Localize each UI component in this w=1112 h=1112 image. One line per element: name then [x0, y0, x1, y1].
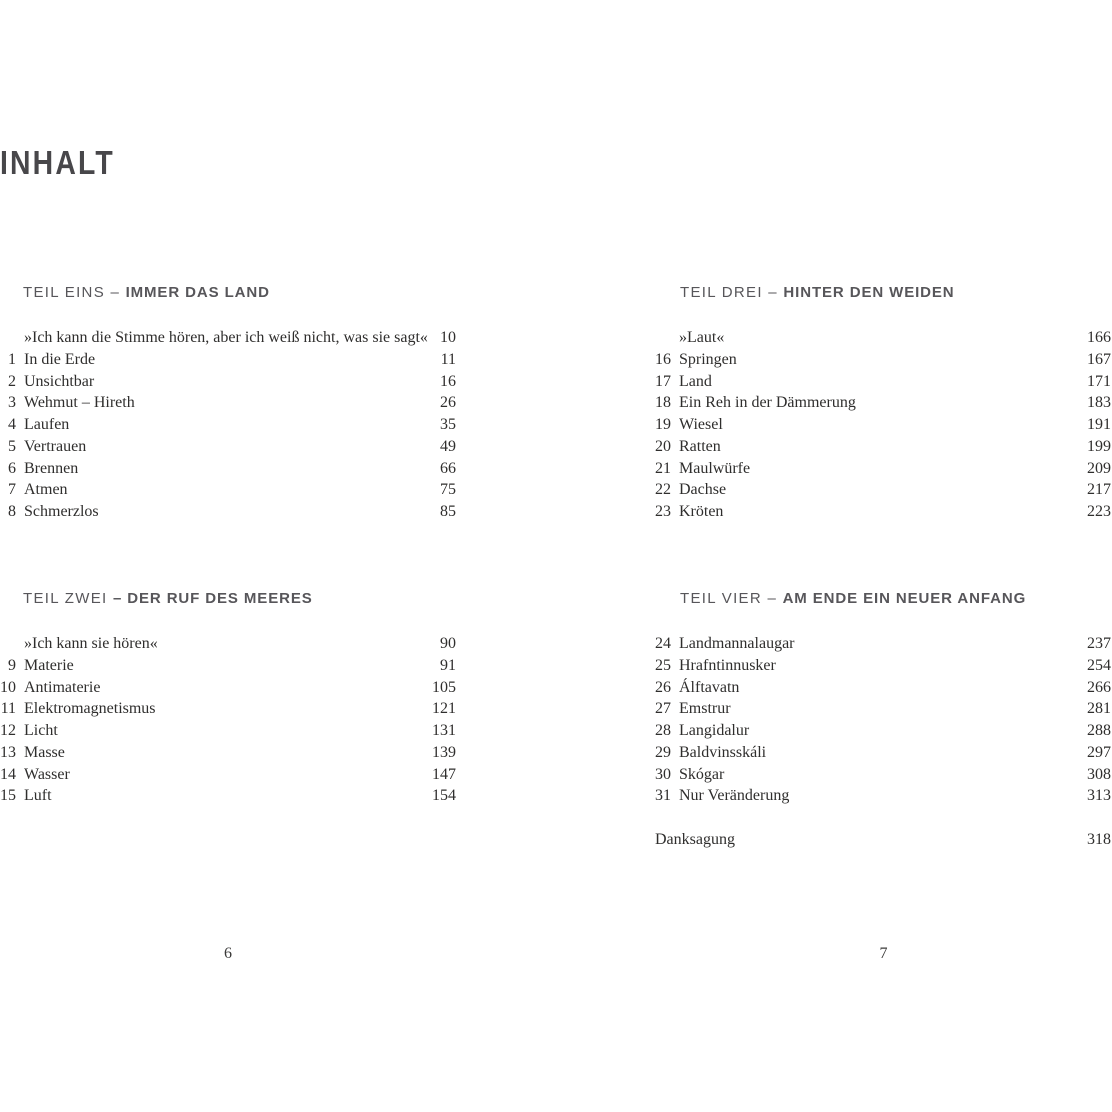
chapter-title — [671, 436, 1081, 458]
part-heading — [23, 284, 270, 302]
chapter-number: 6 — [8, 459, 16, 477]
chapter-number: 23 — [655, 503, 671, 520]
toc-entry-list — [655, 633, 1112, 851]
toc-entry — [655, 371, 1112, 393]
chapter-number: 14 — [0, 765, 16, 783]
chapter-title — [671, 414, 1081, 436]
toc-entry — [655, 436, 1112, 458]
chapter-number: 31 — [655, 787, 671, 805]
chapter-title — [671, 633, 1081, 655]
chapter-number: 9 — [8, 656, 16, 674]
toc-entry — [0, 414, 456, 436]
chapter-page-number: 199 — [1087, 437, 1111, 455]
chapter-page-number: 209 — [1087, 459, 1111, 477]
toc-entry — [0, 349, 456, 371]
chapter-number: 11 — [0, 700, 16, 718]
toc-entry — [655, 764, 1112, 786]
part-heading-bold: AM ENDE EIN NEUER ANFANG — [782, 590, 1027, 607]
part-heading-prefix: TEIL ZWEI — [23, 590, 113, 607]
chapter-page-number: 297 — [1087, 743, 1111, 761]
chapter-title — [671, 742, 1081, 764]
toc-entry — [655, 742, 1112, 764]
chapter-title-text: Álftavatn — [679, 678, 740, 696]
chapter-title-text: »Ich kann die Stimme hören, aber ich weiß nicht, was sie sagt« — [24, 329, 428, 346]
toc-entry — [0, 633, 456, 655]
toc-entry — [0, 720, 456, 742]
chapter-number: 12 — [0, 722, 16, 739]
chapter-title — [671, 785, 1081, 807]
toc-entry — [655, 698, 1112, 720]
chapter-title — [16, 698, 426, 720]
toc-entry — [0, 698, 456, 720]
toc-entry — [0, 655, 456, 677]
chapter-page-number: 183 — [1087, 394, 1111, 412]
chapter-page-number: 91 — [440, 656, 456, 674]
chapter-page-number: 85 — [440, 503, 456, 520]
toc-entry — [655, 677, 1112, 699]
chapter-title-text: »Laut« — [679, 329, 725, 346]
chapter-title-text: Brennen — [24, 459, 79, 477]
chapter-page-number: 318 — [1087, 830, 1111, 848]
chapter-number: 22 — [655, 481, 671, 499]
chapter-title — [16, 479, 434, 501]
chapter-page-number: 75 — [440, 481, 456, 499]
chapter-title — [16, 655, 434, 677]
chapter-page-number: 223 — [1087, 503, 1111, 520]
chapter-number: 16 — [655, 350, 671, 368]
part-heading — [680, 590, 1026, 608]
chapter-title-text: Emstrur — [679, 700, 731, 718]
part-heading-bold: – DER RUF DES MEERES — [112, 590, 313, 607]
chapter-number: 28 — [655, 722, 671, 739]
chapter-title — [655, 829, 1081, 851]
chapter-title-text: Licht — [24, 722, 58, 739]
chapter-page-number: 281 — [1087, 700, 1111, 718]
chapter-number: 17 — [655, 372, 671, 390]
chapter-page-number: 105 — [432, 678, 456, 696]
chapter-page-number: 35 — [440, 416, 456, 433]
chapter-title — [16, 764, 426, 786]
chapter-title-text: Laufen — [24, 416, 70, 433]
chapter-page-number: 254 — [1087, 656, 1111, 674]
page-title: INHALT — [0, 144, 115, 181]
chapter-title-text: Wasser — [24, 765, 70, 783]
chapter-number: 7 — [8, 481, 16, 499]
chapter-title-text: Land — [679, 372, 712, 390]
chapter-number: 30 — [655, 765, 671, 783]
chapter-title-text: Antimaterie — [24, 678, 101, 696]
chapter-page-number: 131 — [432, 722, 456, 739]
folio-left: 6 — [224, 945, 232, 962]
toc-entry — [0, 436, 456, 458]
chapter-page-number: 288 — [1087, 722, 1111, 739]
chapter-title — [671, 698, 1081, 720]
chapter-title-text: Nur Veränderung — [679, 787, 790, 805]
toc-entry — [0, 392, 456, 414]
toc-entry-list — [0, 633, 456, 807]
chapter-number: 8 — [8, 503, 16, 520]
toc-entry — [655, 392, 1112, 414]
chapter-number: 2 — [8, 372, 16, 390]
chapter-page-number: 16 — [440, 372, 456, 390]
chapter-title — [16, 633, 434, 655]
chapter-page-number: 266 — [1087, 678, 1111, 696]
chapter-page-number: 154 — [432, 787, 456, 805]
chapter-number: 26 — [655, 678, 671, 696]
toc-entry — [0, 501, 456, 523]
chapter-title-text: Wiesel — [679, 416, 723, 433]
toc-entry — [0, 371, 456, 393]
folio-right: 7 — [879, 945, 888, 962]
chapter-title-text: Materie — [24, 656, 74, 674]
chapter-page-number: 10 — [440, 329, 456, 346]
chapter-title — [671, 479, 1081, 501]
toc-entry — [0, 479, 456, 501]
chapter-title — [16, 720, 426, 742]
chapter-page-number: 313 — [1087, 787, 1111, 805]
chapter-title — [16, 414, 434, 436]
toc-entry — [655, 655, 1112, 677]
chapter-page-number: 147 — [432, 765, 456, 783]
chapter-title — [16, 501, 434, 523]
chapter-title — [671, 764, 1081, 786]
chapter-number: 13 — [0, 743, 16, 761]
toc-entry — [655, 785, 1112, 807]
toc-entry — [655, 501, 1112, 523]
part-heading — [680, 284, 955, 302]
chapter-number: 19 — [655, 416, 671, 433]
chapter-title-text: Skógar — [679, 765, 725, 783]
toc-column-right — [655, 0, 1112, 1112]
chapter-page-number: 49 — [440, 437, 456, 455]
chapter-number: 1 — [8, 350, 16, 368]
toc-column-left — [0, 0, 456, 1112]
toc-entry — [655, 479, 1112, 501]
toc-entry — [655, 633, 1112, 655]
chapter-number: 20 — [655, 437, 671, 455]
chapter-page-number: 121 — [432, 700, 456, 718]
part-heading-bold: HINTER DEN WEIDEN — [783, 284, 955, 301]
chapter-number: 24 — [655, 635, 671, 652]
chapter-number: 5 — [8, 437, 16, 455]
chapter-number: 21 — [655, 459, 671, 477]
chapter-page-number: 26 — [440, 394, 456, 412]
chapter-title-text: Hrafntinnusker — [679, 656, 776, 674]
chapter-page-number: 237 — [1087, 635, 1111, 652]
chapter-page-number: 308 — [1087, 765, 1111, 783]
part-heading-bold: IMMER DAS LAND — [125, 284, 270, 301]
toc-entry — [0, 327, 456, 349]
chapter-title — [16, 458, 434, 480]
chapter-number: 4 — [8, 416, 16, 433]
chapter-title — [671, 392, 1081, 414]
chapter-title-text: Schmerzlos — [24, 503, 99, 520]
chapter-title — [16, 327, 434, 349]
chapter-number: 3 — [8, 394, 16, 412]
chapter-title — [671, 327, 1081, 349]
chapter-title — [671, 501, 1081, 523]
chapter-page-number: 90 — [440, 635, 456, 652]
chapter-page-number: 171 — [1087, 372, 1111, 390]
chapter-title — [16, 742, 426, 764]
chapter-number: 10 — [0, 678, 16, 696]
chapter-title — [16, 785, 426, 807]
chapter-title-text: Langidalur — [679, 722, 750, 739]
toc-entry — [0, 785, 456, 807]
chapter-title-text: Kröten — [679, 503, 724, 520]
chapter-number: 15 — [0, 787, 16, 805]
toc-entry — [655, 327, 1112, 349]
chapter-title — [16, 349, 435, 371]
chapter-number: 29 — [655, 743, 671, 761]
toc-entry — [655, 829, 1112, 851]
chapter-title — [16, 392, 434, 414]
chapter-page-number: 167 — [1087, 350, 1111, 368]
chapter-page-number: 66 — [440, 459, 456, 477]
chapter-title-text: Ratten — [679, 437, 721, 455]
chapter-title-text: Masse — [24, 743, 65, 761]
toc-entry — [655, 349, 1112, 371]
chapter-title-text: Maulwürfe — [679, 459, 751, 477]
chapter-title-text: Elektromagnetismus — [24, 700, 156, 718]
part-heading — [23, 590, 313, 608]
part-heading-prefix: TEIL EINS – — [23, 284, 126, 301]
chapter-page-number: 166 — [1087, 329, 1111, 346]
chapter-page-number: 191 — [1087, 416, 1111, 433]
chapter-number: 25 — [655, 656, 671, 674]
chapter-number: 18 — [655, 394, 671, 412]
chapter-title — [16, 436, 434, 458]
chapter-title — [671, 655, 1081, 677]
chapter-title — [671, 371, 1081, 393]
chapter-page-number: 217 — [1087, 481, 1111, 499]
chapter-page-number: 139 — [432, 743, 456, 761]
chapter-title-text: Wehmut – Hireth — [24, 394, 135, 412]
chapter-title-text: Landmannalaugar — [679, 635, 795, 652]
chapter-title-text: Ein Reh in der Dämmerung — [679, 394, 856, 412]
toc-entry — [0, 677, 456, 699]
toc-entry — [0, 764, 456, 786]
chapter-title-text: Luft — [24, 787, 52, 805]
chapter-title-text: Atmen — [24, 481, 68, 499]
chapter-title-text: Danksagung — [655, 830, 735, 848]
toc-entry — [655, 720, 1112, 742]
chapter-title — [671, 720, 1081, 742]
toc-entry-list — [0, 327, 456, 523]
part-heading-prefix: TEIL VIER – — [680, 590, 783, 607]
chapter-title — [671, 677, 1081, 699]
part-heading-prefix: TEIL DREI – — [680, 284, 784, 301]
chapter-title-text: Baldvinsskáli — [679, 743, 767, 761]
chapter-page-number: 11 — [440, 350, 456, 368]
chapter-title — [671, 458, 1081, 480]
toc-entry — [0, 458, 456, 480]
chapter-title-text: Springen — [679, 350, 737, 368]
chapter-title-text: Unsichtbar — [24, 372, 95, 390]
toc-entry — [0, 742, 456, 764]
chapter-title-text: Vertrauen — [24, 437, 87, 455]
chapter-title — [671, 349, 1081, 371]
chapter-title — [16, 677, 426, 699]
chapter-title — [16, 371, 434, 393]
chapter-title-text: »Ich kann sie hören« — [24, 635, 158, 652]
toc-entry — [655, 458, 1112, 480]
toc-entry-list — [655, 327, 1112, 523]
chapter-title-text: Dachse — [679, 481, 727, 499]
chapter-number: 27 — [655, 700, 671, 718]
chapter-title-text: In die Erde — [24, 350, 96, 368]
toc-entry — [655, 414, 1112, 436]
